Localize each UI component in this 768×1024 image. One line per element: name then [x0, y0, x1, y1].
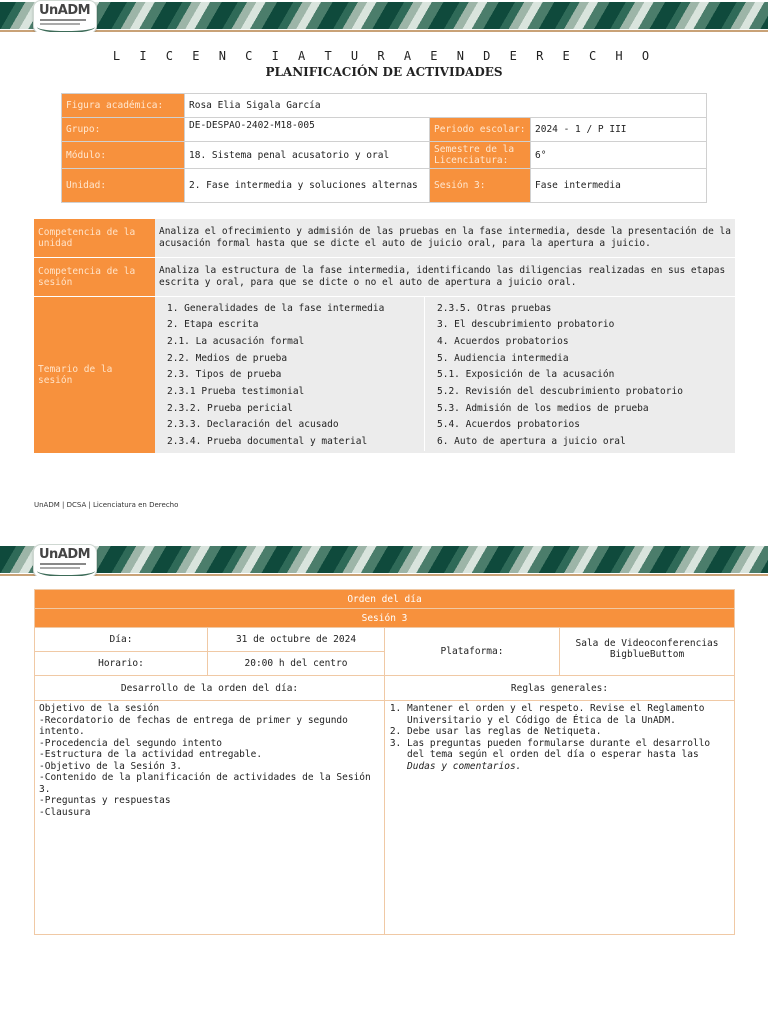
- regla-item: 2. Debe usar las reglas de Netiqueta.: [407, 726, 730, 738]
- modulo-value: 18. Sistema penal acusatorio y oral: [185, 142, 430, 169]
- desarrollo-item: -Recordatorio de fechas de entrega de primer y segundo intento.: [39, 714, 348, 737]
- page-banner: [0, 544, 768, 576]
- dia-label: Día:: [35, 628, 208, 652]
- competencias-table: [34, 219, 735, 454]
- semestre-label: Semestre de la Licenciatura:: [430, 142, 531, 169]
- info-table: [61, 93, 707, 203]
- regla-item: [407, 738, 730, 773]
- page-footer: UnADM | DCSA | Licenciatura en Derecho: [34, 501, 179, 509]
- periodo-value: 2024 - 1 / P III: [531, 118, 707, 142]
- figura-label: Figura académica:: [62, 94, 185, 118]
- temario-item: 6. Auto de apertura a juicio oral: [437, 436, 626, 447]
- competencia-unidad-label: Competencia de la unidad: [34, 219, 155, 257]
- temario-item: 1. Generalidades de la fase intermedia: [167, 302, 385, 314]
- competencia-sesion-value: Analiza la estructura de la fase intermedia, identificando las diligencias realizadas en sus etapas escrita y oral, para que se dicte o no el auto de apertura a juicio oral.: [155, 257, 735, 296]
- temario-content: [155, 296, 735, 453]
- sesion-value: Fase intermedia: [531, 169, 707, 203]
- regla-text: Las preguntas pueden formularse durante el desarrollo del tema según el orden del día o esperar hasta las: [407, 737, 711, 760]
- temario-item: 2.2. Medios de prueba: [167, 352, 288, 364]
- temario-col-2: [424, 297, 734, 451]
- horario-value: 20:00 h del centro: [208, 652, 385, 676]
- page-banner: [0, 0, 768, 32]
- logo-text: UnADM: [39, 547, 91, 562]
- orden-title: Orden del día: [35, 590, 735, 609]
- grupo-value: DE-DESPAO-2402-M18-005: [185, 118, 430, 142]
- temario-item: 2.1. La acusación formal: [167, 335, 305, 347]
- modulo-label: Módulo:: [62, 142, 185, 169]
- temario-item: 2.3. Tipos de prueba: [167, 369, 282, 381]
- desarrollo-item: -Estructura de la actividad entregable.: [39, 749, 263, 760]
- dia-value: 31 de octubre de 2024: [208, 628, 385, 652]
- desarrollo-label: Desarrollo de la orden del día:: [35, 676, 385, 701]
- competencia-sesion-label: Competencia de la sesión: [34, 257, 155, 296]
- banner-pattern: [0, 546, 768, 573]
- banner-pattern: [0, 2, 768, 29]
- unidad-label: Unidad:: [62, 169, 185, 203]
- orden-session: Sesión 3: [35, 609, 735, 628]
- desarrollo-item: -Clausura: [39, 806, 91, 818]
- logo-arc: [37, 21, 95, 32]
- program-title: L I C E N C I A T U R A E N D E R E C H O: [112, 49, 656, 63]
- temario-item: 2.3.5. Otras pruebas: [437, 302, 552, 314]
- grupo-label: Grupo:: [62, 118, 185, 142]
- desarrollo-item: -Preguntas y respuestas: [39, 795, 171, 806]
- temario-item: 5.1. Exposición de la acusación: [437, 369, 615, 381]
- temario-item: 4. Acuerdos probatorios: [437, 335, 569, 347]
- temario-item: 5.3. Admisión de los medios de prueba: [437, 402, 649, 414]
- sesion-label: Sesión 3:: [430, 169, 531, 203]
- page-title: PLANIFICACIÓN DE ACTIVIDADES: [265, 65, 503, 79]
- desarrollo-item: -Objetivo de la Sesión 3.: [39, 760, 182, 772]
- temario-item: 5. Audiencia intermedia: [437, 352, 569, 364]
- temario-col-1: [155, 297, 424, 451]
- plataforma-label: Plataforma:: [385, 628, 560, 676]
- banner-line: [0, 30, 768, 32]
- reglas-label: Reglas generales:: [385, 676, 735, 701]
- desarrollo-content: [35, 701, 385, 935]
- temario-item: 3. El descubrimiento probatorio: [437, 319, 615, 331]
- plataforma-value: Sala de Videoconferencias BigblueButtom: [560, 628, 735, 676]
- orden-table: [34, 589, 735, 935]
- temario-item: 2.3.2. Prueba pericial: [167, 402, 293, 414]
- temario-item: 5.2. Revisión del descubrimiento probatorio: [437, 385, 683, 397]
- regla-emphasis: Dudas y comentarios.: [407, 760, 522, 772]
- reglas-list: [407, 703, 730, 772]
- desarrollo-item: Objetivo de la sesión: [39, 703, 160, 714]
- competencia-unidad-value: Analiza el ofrecimiento y admisión de las pruebas en la fase intermedia, desde la presentación de la acusación formal hasta que se dicte el auto de juicio oral, para la apertura a juicio.: [155, 219, 735, 257]
- logo-arc: [37, 565, 95, 576]
- logo-text: UnADM: [39, 3, 91, 18]
- temario-item: 5.4. Acuerdos probatorios: [437, 419, 580, 431]
- unidad-value: 2. Fase intermedia y soluciones alternas: [185, 169, 430, 203]
- temario-label: Temario de la sesión: [34, 296, 155, 453]
- unadm-logo: [33, 544, 97, 576]
- desarrollo-item: -Procedencia del segundo intento: [39, 737, 223, 749]
- semestre-value: 6°: [531, 142, 707, 169]
- regla-item: 1. Mantener el orden y el respeto. Revise el Reglamento Universitario y el Código de Ética de la UnADM.: [407, 703, 730, 726]
- horario-label: Horario:: [35, 652, 208, 676]
- temario-item: 2. Etapa escrita: [167, 319, 259, 331]
- temario-item: 2.3.1 Prueba testimonial: [167, 385, 305, 397]
- banner-line: [0, 574, 768, 576]
- periodo-label: Periodo escolar:: [430, 118, 531, 142]
- unadm-logo: [33, 0, 97, 32]
- temario-item: 2.3.3. Declaración del acusado: [167, 419, 339, 431]
- temario-item: 2.3.4. Prueba documental y material: [167, 436, 368, 447]
- desarrollo-item: -Contenido de la planificación de actividades de la Sesión 3.: [39, 772, 371, 795]
- figura-value: Rosa Elia Sigala García: [185, 94, 707, 118]
- reglas-content: [385, 701, 735, 935]
